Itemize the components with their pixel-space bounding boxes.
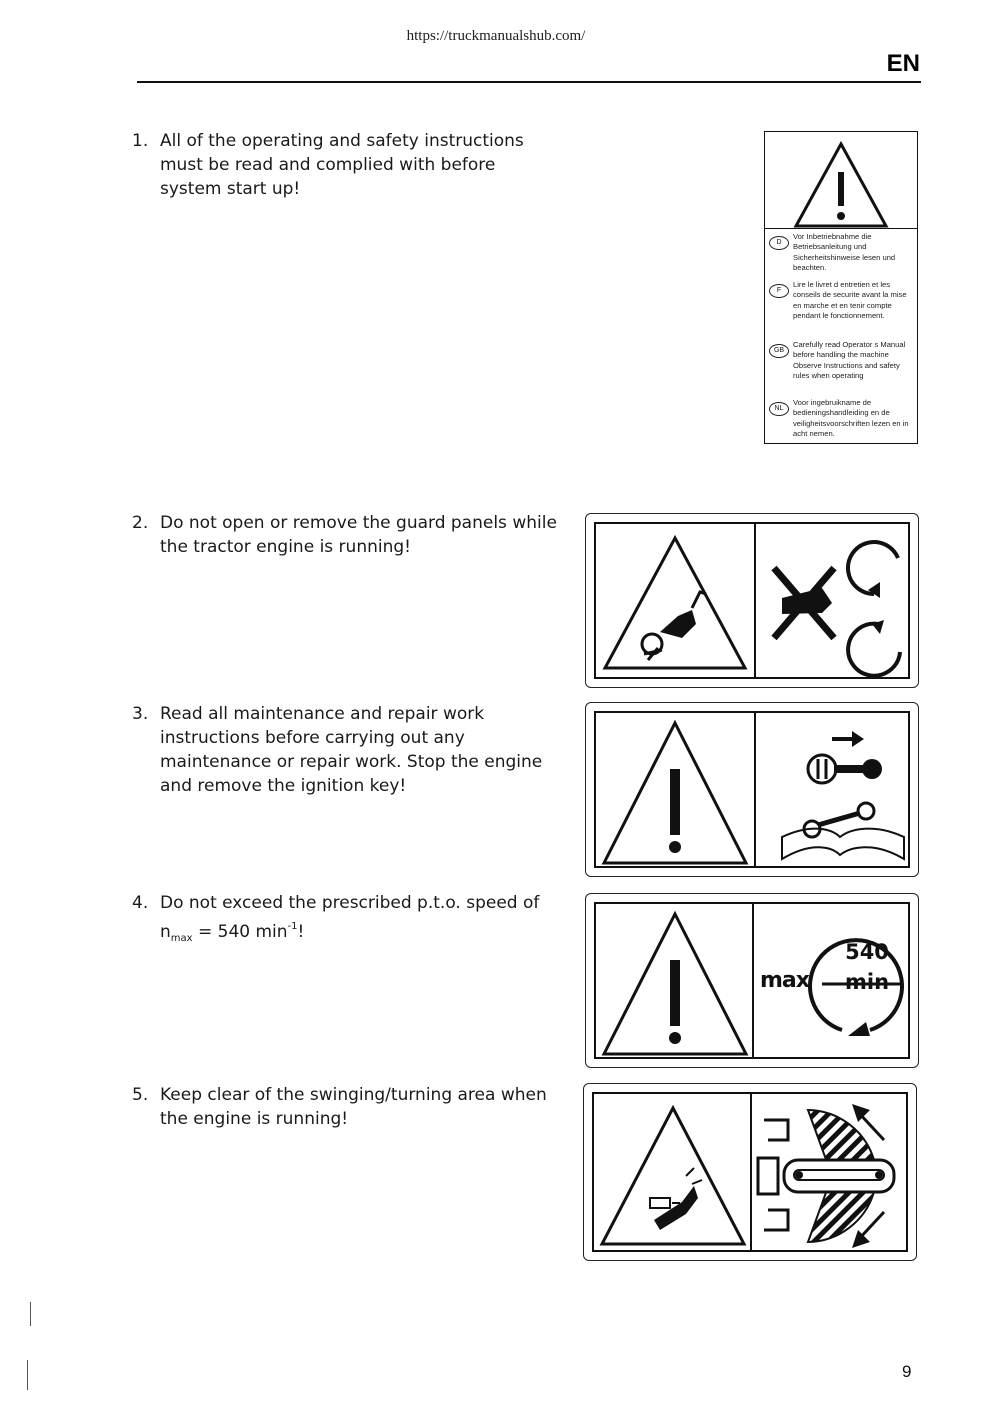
header-rule xyxy=(137,81,921,83)
pto-speed-decal xyxy=(585,893,919,1068)
language-code: EN xyxy=(886,50,920,77)
language-text: Vor Inbetriebnahme die Betriebsanleitung und Sicherheitshinweise lesen und beachten. xyxy=(793,232,896,272)
instruction-number: 1. xyxy=(132,131,149,151)
language-block-nl xyxy=(769,398,917,439)
speed-exponent: -1 xyxy=(287,921,298,932)
scan-mark xyxy=(30,1302,31,1326)
instruction-number: 3. xyxy=(132,704,149,724)
no-hand-rotating-parts-icon xyxy=(762,528,912,678)
instruction-number: 4. xyxy=(132,893,149,913)
max-label: max xyxy=(760,968,809,993)
instruction-text: Do not exceed the prescribed p.t.o. speed of xyxy=(160,893,540,913)
entanglement-warning-icon xyxy=(600,532,750,672)
maintenance-decal xyxy=(585,702,919,877)
speed-unit-label: min xyxy=(844,970,890,994)
swing-area-icon xyxy=(754,1100,910,1252)
instruction-number: 5. xyxy=(132,1085,149,1105)
speed-symbol: n xyxy=(160,922,171,942)
language-block-gb xyxy=(769,340,917,381)
guard-panel-decal xyxy=(585,513,919,688)
decal-divider xyxy=(765,228,917,229)
swing-area-decal xyxy=(583,1083,917,1261)
max-speed-540-icon xyxy=(756,904,914,1059)
speed-value: = 540 min xyxy=(197,922,288,942)
language-block-f xyxy=(769,280,917,321)
instruction-text: Do not open or remove the guard panels while the tractor engine is running! xyxy=(160,513,557,557)
instruction-text: Read all maintenance and repair work instructions before carrying out any maintenance or repair work. Stop the engine and remove the ignition key! xyxy=(160,704,543,796)
language-badge: F xyxy=(769,284,789,298)
warning-triangle-icon xyxy=(600,719,750,867)
language-badge: NL xyxy=(769,402,789,416)
warning-triangle-icon xyxy=(793,140,889,230)
read-manual-decal xyxy=(764,131,918,444)
language-badge: GB xyxy=(769,344,789,358)
crush-warning-icon xyxy=(598,1102,748,1248)
instruction-1 xyxy=(132,129,557,201)
language-text: Carefully read Operator s Manual before handling the machine Observe Instructions and safety rules when operating xyxy=(793,340,906,380)
language-text: Voor ingebruikname de bedieningshandleiding en de veiligheitsvoorschriften lezen en in acht nemen. xyxy=(793,398,909,438)
language-text: Lire le livret d entretien et les conseils de securite avant la mise en marche et en tenir compte pendant le fonctionnement. xyxy=(793,280,907,320)
language-block-d xyxy=(769,232,917,273)
remove-ignition-key-icon xyxy=(762,719,912,869)
instruction-number: 2. xyxy=(132,513,149,533)
instruction-3 xyxy=(132,702,557,798)
scan-mark xyxy=(27,1360,28,1390)
instruction-text: Keep clear of the swinging/turning area when the engine is running! xyxy=(160,1085,547,1129)
source-url: https://truckmanualshub.com/ xyxy=(406,28,586,44)
speed-subscript: max xyxy=(170,933,193,944)
speed-value-label: 540 xyxy=(845,940,889,964)
instruction-5 xyxy=(132,1083,557,1131)
page-number: 9 xyxy=(902,1362,912,1381)
warning-triangle-icon xyxy=(600,910,750,1058)
instruction-text: All of the operating and safety instructions must be read and complied with before system start up! xyxy=(160,131,524,199)
language-badge: D xyxy=(769,236,789,250)
instruction-4 xyxy=(132,891,557,951)
instruction-2 xyxy=(132,511,557,559)
speed-end: ! xyxy=(297,922,305,942)
